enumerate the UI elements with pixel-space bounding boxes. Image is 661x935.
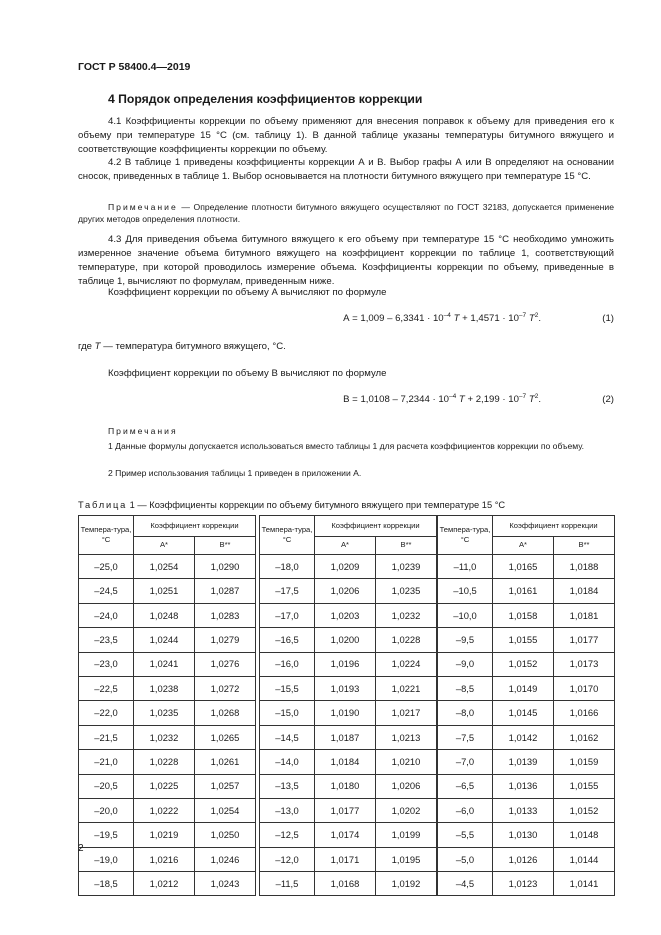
table-row [79, 628, 256, 652]
coef-b-cell: 1,0188 [554, 555, 615, 579]
section-title: 4 Порядок определения коэффициентов коррекции [108, 92, 423, 106]
temperature-cell: –18,5 [79, 872, 134, 896]
coef-b-cell: 1,0181 [554, 603, 615, 627]
table-row [438, 603, 615, 627]
temperature-cell: –23,0 [79, 652, 134, 676]
temperature-cell: –12,0 [260, 847, 315, 871]
coef-b-cell: 1,0144 [554, 847, 615, 871]
coef-a-cell: 1,0219 [134, 823, 195, 847]
temperature-cell: –6,0 [438, 798, 493, 822]
coef-a-cell: 1,0139 [493, 750, 554, 774]
coef-a-cell: 1,0174 [315, 823, 376, 847]
table-row [260, 676, 437, 700]
formula-a: $А = 1,009 - 6,3341 \cdot 10^{-4}$ $T + 1,4571 \cdot 10^{-7}$ $T^2$. (1) [343, 312, 614, 324]
temperature-cell: –17,5 [260, 579, 315, 603]
temperature-cell: –20,0 [79, 798, 134, 822]
coef-a-cell: 1,0180 [315, 774, 376, 798]
coef-a-cell: 1,0165 [493, 555, 554, 579]
note-density [78, 201, 614, 226]
table-row [79, 847, 256, 871]
coef-a-cell: 1,0206 [315, 579, 376, 603]
temperature-cell: –7,5 [438, 725, 493, 749]
temperature-cell: –14,5 [260, 725, 315, 749]
table-row [260, 555, 437, 579]
coef-b-cell: 1,0173 [554, 652, 615, 676]
table-row [438, 701, 615, 725]
table-row [79, 774, 256, 798]
coef-a-cell: 1,0136 [493, 774, 554, 798]
coef-b-cell: 1,0221 [376, 676, 437, 700]
temperature-cell: –21,0 [79, 750, 134, 774]
coef-a-cell: 1,0232 [134, 725, 195, 749]
header-b: В** [554, 537, 615, 555]
paragraph-4-3: 4.3 Для приведения объема битумного вяжущего к его объему при температуре 15 °С необходимо умножить измеренное значение объема битумного вяжущего на коэффициент коррекции по таблице 1, соответствующий температуре, при которой проводилось измерение объема. Коэффициенты коррекции по объему, приведенные в таблице 1, вычисляют по формулам, приведенным ниже. [78, 234, 614, 287]
formula-b-number: (2) [602, 394, 614, 405]
coef-a-cell: 1,0196 [315, 652, 376, 676]
table-row [79, 701, 256, 725]
coef-a-cell: 1,0212 [134, 872, 195, 896]
coef-b-cell: 1,0254 [195, 798, 256, 822]
coef-a-cell: 1,0228 [134, 750, 195, 774]
coef-a-cell: 1,0241 [134, 652, 195, 676]
header-temperature: Темпера-тура, °С [79, 516, 134, 555]
coef-b-cell: 1,0184 [554, 579, 615, 603]
coef-b-cell: 1,0250 [195, 823, 256, 847]
temperature-cell: –19,5 [79, 823, 134, 847]
coef-b-cell: 1,0192 [376, 872, 437, 896]
coef-b-cell: 1,0213 [376, 725, 437, 749]
table-row [438, 725, 615, 749]
coef-b-cell: 1,0279 [195, 628, 256, 652]
coef-a-cell: 1,0126 [493, 847, 554, 871]
temperature-cell: –21,5 [79, 725, 134, 749]
coef-b-cell: 1,0235 [376, 579, 437, 603]
coef-b-cell: 1,0243 [195, 872, 256, 896]
temperature-cell: –7,0 [438, 750, 493, 774]
temperature-cell: –19,0 [79, 847, 134, 871]
table-row [438, 872, 615, 896]
coef-a-cell: 1,0222 [134, 798, 195, 822]
header-coefficient: Коэффициент коррекции [493, 516, 615, 537]
header-coefficient: Коэффициент коррекции [134, 516, 256, 537]
table-row [438, 750, 615, 774]
table-row [79, 725, 256, 749]
temperature-cell: –22,0 [79, 701, 134, 725]
header-b: В** [195, 537, 256, 555]
coef-b-cell: 1,0283 [195, 603, 256, 627]
table-row [79, 750, 256, 774]
coef-a-cell: 1,0209 [315, 555, 376, 579]
table-row [260, 847, 437, 871]
table-row [260, 628, 437, 652]
table-row [79, 676, 256, 700]
temperature-cell: –10,5 [438, 579, 493, 603]
temperature-cell: –24,0 [79, 603, 134, 627]
temperature-cell: –13,5 [260, 774, 315, 798]
table-row [79, 798, 256, 822]
table-row [79, 603, 256, 627]
coef-a-cell: 1,0190 [315, 701, 376, 725]
coef-a-cell: 1,0235 [134, 701, 195, 725]
coef-b-cell: 1,0239 [376, 555, 437, 579]
coef-b-cell: 1,0272 [195, 676, 256, 700]
temperature-cell: –15,5 [260, 676, 315, 700]
coef-b-cell: 1,0276 [195, 652, 256, 676]
header-temperature: Темпера-тура, °С [438, 516, 493, 555]
table-row [438, 676, 615, 700]
notes-title: Примечания [108, 426, 178, 436]
temperature-cell: –4,5 [438, 872, 493, 896]
coef-a-cell: 1,0133 [493, 798, 554, 822]
coef-b-cell: 1,0224 [376, 652, 437, 676]
table-row [438, 628, 615, 652]
table-row [260, 750, 437, 774]
coef-b-cell: 1,0170 [554, 676, 615, 700]
coef-b-cell: 1,0268 [195, 701, 256, 725]
note-1: 1 Данные формулы допускается использоваться вместо таблицы 1 для расчета коэффициентов коррекции по объему. [108, 441, 585, 451]
header-a: А* [315, 537, 376, 555]
temperature-cell: –13,0 [260, 798, 315, 822]
coef-b-cell: 1,0210 [376, 750, 437, 774]
coef-a-cell: 1,0158 [493, 603, 554, 627]
coef-b-intro: Коэффициент коррекции по объему В вычисляют по формуле [108, 368, 387, 379]
table-row [260, 701, 437, 725]
coef-a-cell: 1,0225 [134, 774, 195, 798]
coef-a-cell: 1,0155 [493, 628, 554, 652]
coef-b-cell: 1,0265 [195, 725, 256, 749]
page-number: 2 [78, 843, 84, 854]
table-row [260, 798, 437, 822]
note-text: — Определение плотности битумного вяжущего осуществляют по ГОСТ 32183, допускается применение других методов определения плотности. [78, 202, 614, 225]
table-row [79, 579, 256, 603]
temperature-cell: –12,5 [260, 823, 315, 847]
coef-b-cell: 1,0246 [195, 847, 256, 871]
temperature-cell: –8,0 [438, 701, 493, 725]
coef-b-cell: 1,0257 [195, 774, 256, 798]
coef-b-cell: 1,0195 [376, 847, 437, 871]
coef-b-cell: 1,0287 [195, 579, 256, 603]
coef-a-cell: 1,0142 [493, 725, 554, 749]
coef-b-cell: 1,0290 [195, 555, 256, 579]
coef-a-cell: 1,0248 [134, 603, 195, 627]
coef-a-cell: 1,0203 [315, 603, 376, 627]
table-row [438, 579, 615, 603]
paragraph-4-2: 4.2 В таблице 1 приведены коэффициенты коррекции А и В. Выбор графы А или В определяют на основании сносок, приведенных в таблице 1. Выбор основывается на плотности битумного вяжущего при температуре 15 °С. [78, 157, 614, 182]
header-coefficient: Коэффициент коррекции [315, 516, 437, 537]
table-row [438, 555, 615, 579]
coef-b-cell: 1,0141 [554, 872, 615, 896]
coefficient-table-block-3 [437, 515, 615, 896]
table-row [260, 603, 437, 627]
coef-b-cell: 1,0217 [376, 701, 437, 725]
table-row [438, 774, 615, 798]
coef-a-cell: 1,0149 [493, 676, 554, 700]
coef-a-cell: 1,0251 [134, 579, 195, 603]
temperature-cell: –24,5 [79, 579, 134, 603]
coef-b-cell: 1,0159 [554, 750, 615, 774]
coef-a-cell: 1,0177 [315, 798, 376, 822]
temperature-cell: –15,0 [260, 701, 315, 725]
temperature-cell: –11,5 [260, 872, 315, 896]
coef-a-cell: 1,0193 [315, 676, 376, 700]
temperature-cell: –25,0 [79, 555, 134, 579]
temperature-cell: –9,0 [438, 652, 493, 676]
coef-a-cell: 1,0244 [134, 628, 195, 652]
coef-b-cell: 1,0199 [376, 823, 437, 847]
formula-b: $В = 1,0108 - 7,2344 \cdot 10^{-4}$ $T + 2,199 \cdot 10^{-7}$ $T^2$. (2) [343, 393, 614, 405]
formula-a-number: (1) [602, 313, 614, 324]
table-row [438, 847, 615, 871]
temperature-cell: –10,0 [438, 603, 493, 627]
table-caption: Таблица 1 — Коэффициенты коррекции по объему битумного вяжущего при температуре 15 °С [78, 500, 506, 510]
temperature-cell: –18,0 [260, 555, 315, 579]
coef-a-cell: 1,0152 [493, 652, 554, 676]
coef-a-cell: 1,0161 [493, 579, 554, 603]
variable-definition: где T — температура битумного вяжущего, °С. [78, 341, 286, 352]
header-a: А* [134, 537, 195, 555]
coef-a-cell: 1,0216 [134, 847, 195, 871]
table-row [438, 823, 615, 847]
coef-a-cell: 1,0130 [493, 823, 554, 847]
table-row [79, 872, 256, 896]
coef-b-cell: 1,0202 [376, 798, 437, 822]
table-row [260, 774, 437, 798]
temperature-cell: –22,5 [79, 676, 134, 700]
coef-a-cell: 1,0171 [315, 847, 376, 871]
coef-b-cell: 1,0155 [554, 774, 615, 798]
coef-b-cell: 1,0162 [554, 725, 615, 749]
coef-b-cell: 1,0148 [554, 823, 615, 847]
temperature-cell: –11,0 [438, 555, 493, 579]
table-row [260, 872, 437, 896]
temperature-cell: –6,5 [438, 774, 493, 798]
header-b: В** [376, 537, 437, 555]
table-row [79, 823, 256, 847]
coef-a-cell: 1,0238 [134, 676, 195, 700]
coef-b-cell: 1,0232 [376, 603, 437, 627]
note-2: 2 Пример использования таблицы 1 приведен в приложении А. [108, 468, 362, 478]
coef-a-cell: 1,0123 [493, 872, 554, 896]
table-row [438, 798, 615, 822]
header-a: А* [493, 537, 554, 555]
temperature-cell: –14,0 [260, 750, 315, 774]
table-row [79, 652, 256, 676]
table-row [260, 652, 437, 676]
coef-b-cell: 1,0166 [554, 701, 615, 725]
table-row [260, 725, 437, 749]
coefficient-table-block-1 [78, 515, 256, 896]
coef-b-cell: 1,0206 [376, 774, 437, 798]
coefficient-table-block-2 [259, 515, 437, 896]
table-row [438, 652, 615, 676]
temperature-cell: –16,0 [260, 652, 315, 676]
temperature-cell: –17,0 [260, 603, 315, 627]
temperature-cell: –23,5 [79, 628, 134, 652]
coef-b-cell: 1,0261 [195, 750, 256, 774]
paragraph-4-1: 4.1 Коэффициенты коррекции по объему применяют для внесения поправок к объему для приведения его к объему при температуре 15 °С (см. таблицу 1). В данной таблице указаны температуры битумного вяжущего и соответствующие коэффициенты коррекции по объему. [78, 116, 614, 155]
coef-a-cell: 1,0200 [315, 628, 376, 652]
coef-a-intro: Коэффициент коррекции по объему А вычисляют по формуле [108, 287, 387, 298]
temperature-cell: –20,5 [79, 774, 134, 798]
coef-b-cell: 1,0228 [376, 628, 437, 652]
coef-a-cell: 1,0187 [315, 725, 376, 749]
note-label: Примечание [108, 202, 178, 212]
coef-a-cell: 1,0145 [493, 701, 554, 725]
table-row [79, 555, 256, 579]
coef-b-cell: 1,0177 [554, 628, 615, 652]
header-temperature: Темпера-тура, °С [260, 516, 315, 555]
coef-a-cell: 1,0254 [134, 555, 195, 579]
temperature-cell: –5,5 [438, 823, 493, 847]
coef-a-cell: 1,0184 [315, 750, 376, 774]
temperature-cell: –16,5 [260, 628, 315, 652]
table-row [260, 823, 437, 847]
temperature-cell: –5,0 [438, 847, 493, 871]
document-id-header: ГОСТ Р 58400.4—2019 [78, 61, 191, 73]
table-row [260, 579, 437, 603]
temperature-cell: –8,5 [438, 676, 493, 700]
temperature-cell: –9,5 [438, 628, 493, 652]
coef-a-cell: 1,0168 [315, 872, 376, 896]
coef-b-cell: 1,0152 [554, 798, 615, 822]
